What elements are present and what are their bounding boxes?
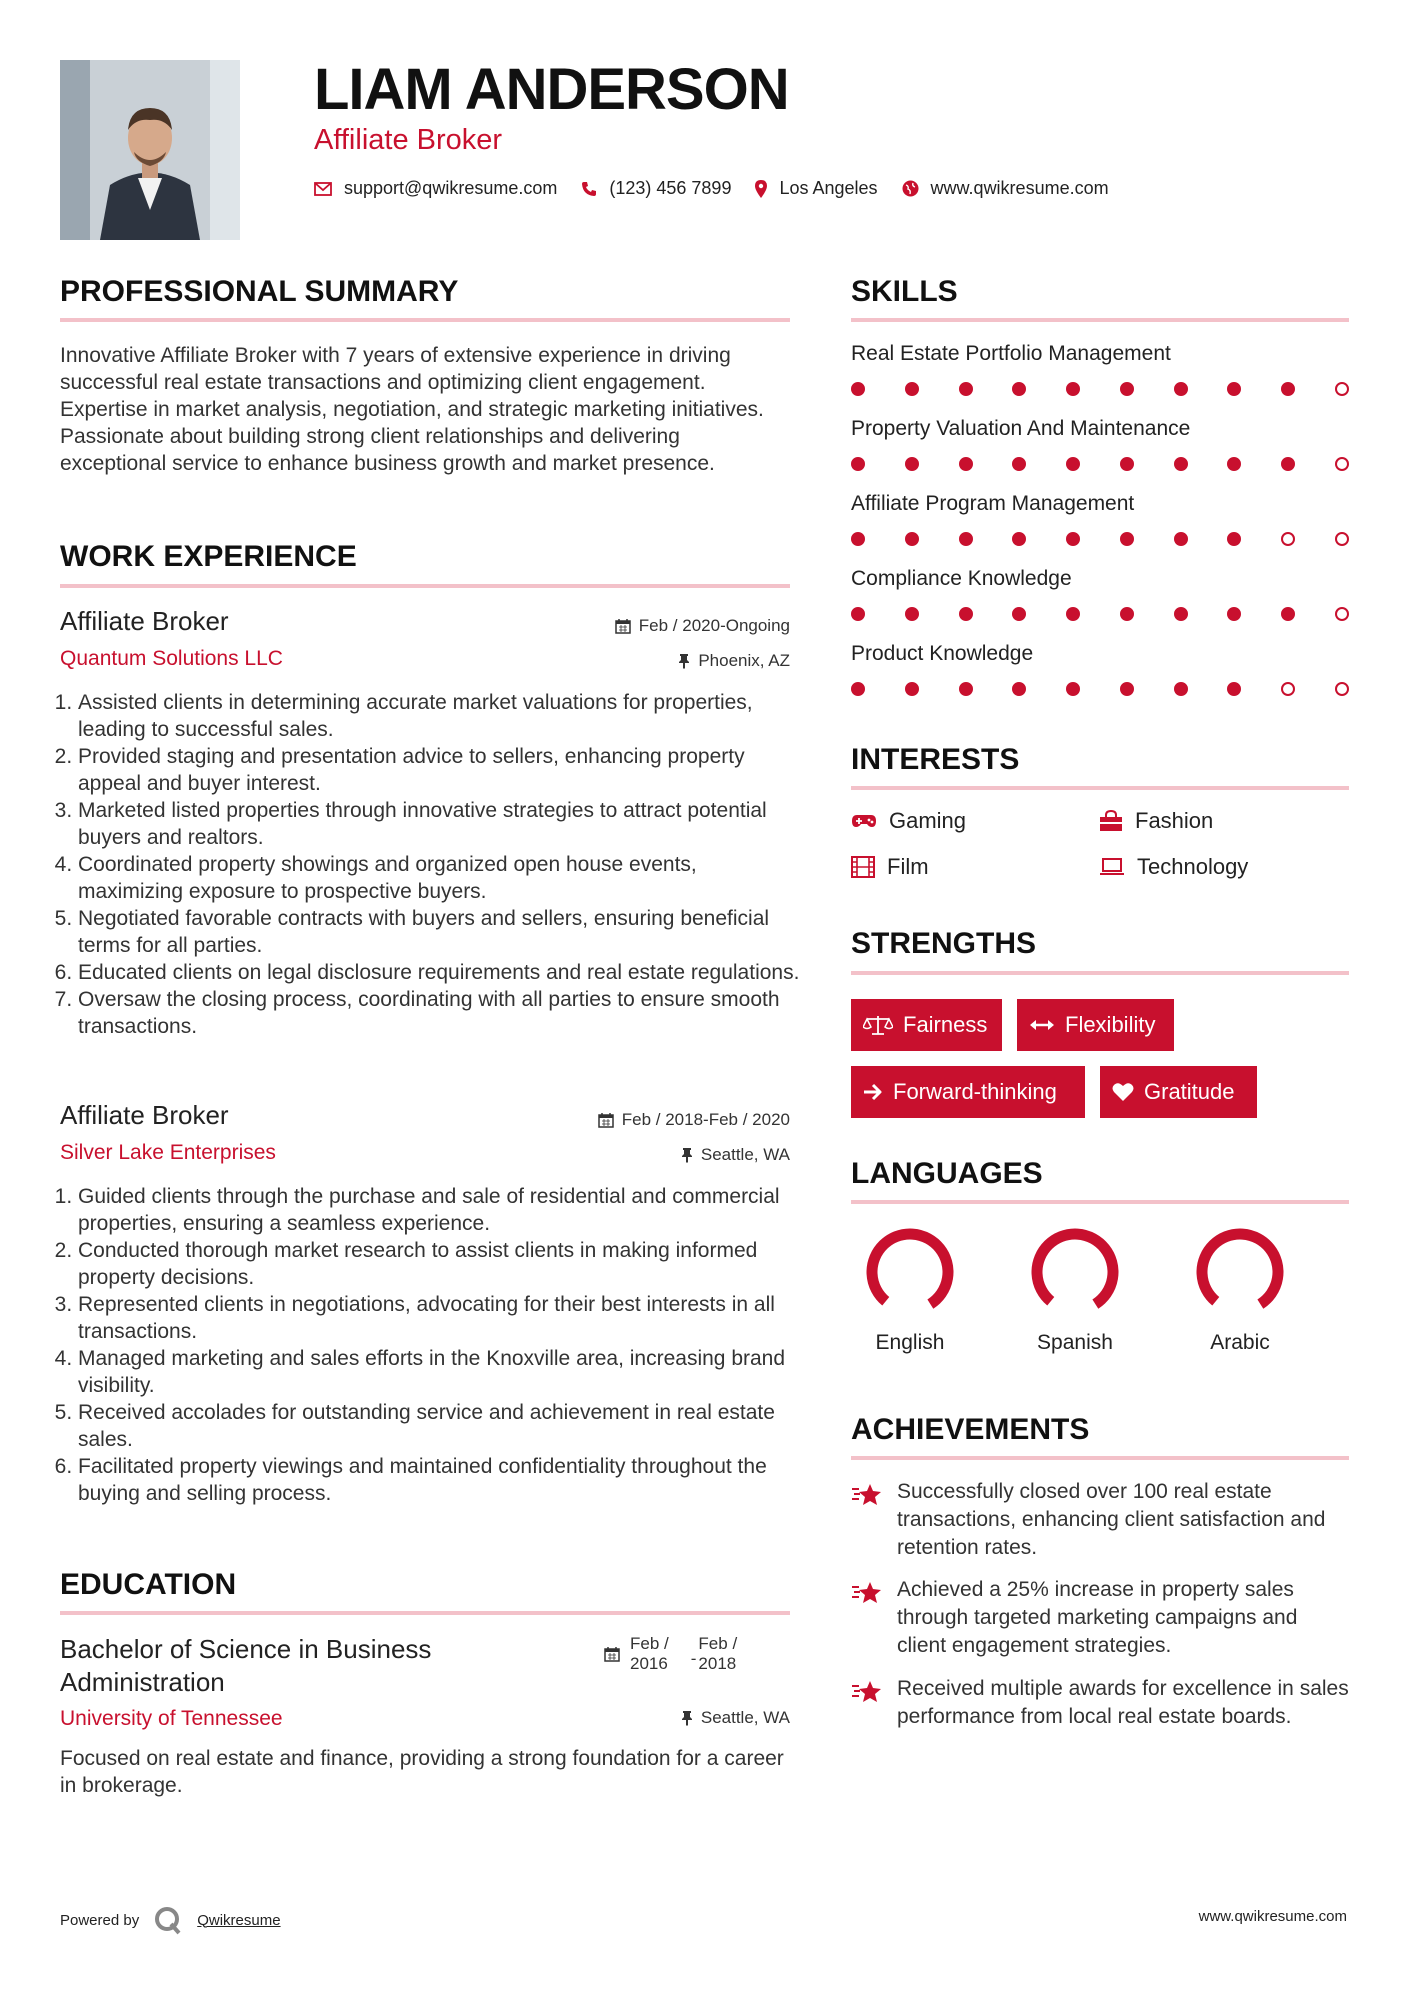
job-1-date-text: Feb / 2020-Ongoing — [638, 616, 790, 635]
pushpin-icon — [681, 1147, 693, 1163]
edu-start-month: Feb / — [630, 1634, 669, 1653]
rating-dot-empty — [1335, 457, 1349, 471]
list-item: 4. Coordinated property showings and organized open house events, maximizing exposure to prospective buyers. — [78, 851, 800, 905]
strengths-divider — [851, 971, 1349, 975]
skill-name: Affiliate Program Management — [851, 492, 1135, 515]
laptop-icon — [1099, 858, 1125, 876]
interest-label: Fashion — [1135, 808, 1214, 833]
list-item: 3. Marketed listed properties through innovative strategies to attract potential buyers and realtors. — [78, 797, 800, 851]
location-text: Los Angeles — [779, 178, 878, 198]
footer-website[interactable]: www.qwikresume.com — [1198, 1908, 1347, 1925]
pushpin-icon — [681, 1710, 693, 1726]
job-2-title: Affiliate Broker — [60, 1100, 229, 1130]
achievements-heading: ACHIEVEMENTS — [851, 1413, 1090, 1446]
skills-heading: SKILLS — [851, 275, 958, 308]
globe-icon — [902, 180, 919, 197]
skill-row — [851, 492, 1349, 567]
list-item: 1. Guided clients through the purchase and sale of residential and commercial properties, ensuring a seamless experience. — [78, 1183, 800, 1237]
list-item: 2. Provided staging and presentation advice to sellers, enhancing property appeal and buyer interest. — [78, 743, 800, 797]
calendar-icon — [598, 1112, 614, 1128]
job-2-location — [681, 1145, 790, 1165]
education-date — [604, 1634, 737, 1674]
rating-dot-filled — [959, 457, 973, 471]
degree-line-1: Bachelor of Science in Business — [60, 1634, 432, 1664]
job-2-company: Silver Lake Enterprises — [60, 1141, 276, 1164]
rating-dot-empty — [1335, 682, 1349, 696]
education-location — [681, 1708, 790, 1728]
languages-heading: LANGUAGES — [851, 1157, 1043, 1190]
rating-dot-filled — [1012, 532, 1026, 546]
rating-dot-filled — [1066, 457, 1080, 471]
rating-dot-filled — [1012, 682, 1026, 696]
rating-dot-filled — [851, 532, 865, 546]
job-2-date-text: Feb / 2018-Feb / 2020 — [621, 1110, 790, 1129]
strength-flexibility — [1017, 999, 1174, 1051]
rating-dot-filled — [851, 682, 865, 696]
rating-dot-filled — [1012, 457, 1026, 471]
rating-dot-filled — [851, 607, 865, 621]
skill-rating — [851, 532, 1349, 546]
job-2-date — [598, 1110, 790, 1130]
rating-dot-filled — [905, 607, 919, 621]
achievement-text: Achieved a 25% increase in property sales through targeted marketing campaigns and client engagement strategies. — [897, 1578, 1298, 1657]
rating-dot-filled — [1066, 607, 1080, 621]
language-proficiency-ring — [1175, 1222, 1305, 1322]
language-label: English — [875, 1331, 945, 1354]
school-name: University of Tennessee — [60, 1707, 283, 1730]
rating-dot-filled — [905, 682, 919, 696]
list-item: 1. Assisted clients in determining accurate market valuations for properties, leading to successful sales. — [78, 689, 800, 743]
job-2-location-text: Seattle, WA — [700, 1145, 790, 1164]
rating-dot-filled — [1174, 457, 1188, 471]
email-text: support@qwikresume.com — [344, 178, 558, 198]
rating-dot-filled — [1281, 457, 1295, 471]
language-label: Spanish — [1037, 1331, 1113, 1354]
candidate-role: Affiliate Broker — [314, 124, 503, 156]
summary-divider — [60, 318, 790, 322]
rating-dot-filled — [1066, 682, 1080, 696]
skill-name: Property Valuation And Maintenance — [851, 417, 1191, 440]
contact-location — [755, 178, 877, 199]
strength-forward-thinking — [851, 1066, 1085, 1118]
skill-row — [851, 642, 1349, 717]
heart-icon — [1112, 1082, 1134, 1102]
language-proficiency-arc — [1037, 1234, 1113, 1304]
calendar-icon — [615, 618, 631, 634]
skill-rating — [851, 382, 1349, 396]
edu-start-year: 2016 — [630, 1654, 668, 1673]
footer-powered-by — [60, 1905, 281, 1935]
interest-film — [851, 854, 929, 880]
film-icon — [851, 856, 875, 878]
list-item: 5. Negotiated favorable contracts with buyers and sellers, ensuring beneficial terms for all parties. — [78, 905, 800, 959]
website-text: www.qwikresume.com — [930, 178, 1109, 198]
rating-dot-filled — [1174, 532, 1188, 546]
strength-label: Gratitude — [1144, 1079, 1235, 1104]
languages-list — [845, 1222, 1355, 1372]
rating-dot-filled — [851, 457, 865, 471]
skills-list — [851, 342, 1349, 717]
rating-dot-empty — [1335, 532, 1349, 546]
shopping-bag-icon — [1099, 810, 1123, 832]
rating-dot-filled — [905, 532, 919, 546]
interests-divider — [851, 786, 1349, 790]
rating-dot-filled — [1174, 607, 1188, 621]
rating-dot-filled — [1120, 532, 1134, 546]
rating-dot-filled — [959, 532, 973, 546]
rating-dot-filled — [1227, 382, 1241, 396]
job-1-company: Quantum Solutions LLC — [60, 647, 283, 670]
skill-rating — [851, 682, 1349, 696]
map-marker-icon — [755, 180, 767, 198]
interest-gaming — [851, 808, 966, 834]
skill-row — [851, 567, 1349, 642]
job-1-title: Affiliate Broker — [60, 606, 229, 636]
education-heading: EDUCATION — [60, 1568, 237, 1601]
balance-scale-icon — [863, 1014, 893, 1036]
shooting-star-icon — [851, 1578, 883, 1606]
rating-dot-filled — [1174, 682, 1188, 696]
rating-dot-filled — [959, 382, 973, 396]
arrow-right-icon — [863, 1083, 883, 1101]
job-1-location-text: Phoenix, AZ — [698, 651, 790, 670]
education-divider — [60, 1611, 790, 1615]
achievement-2 — [851, 1576, 1351, 1660]
education-location-text: Seattle, WA — [700, 1708, 790, 1727]
rating-dot-filled — [1227, 682, 1241, 696]
summary-text: Innovative Affiliate Broker with 7 years of extensive experience in driving successful real estate transactions and optimizing client engagement. Expertise in market analysis, negotiation, and strategic marketing initiatives. Passionate about building strong client relationships and delivering exceptional service to enhance business growth and market presence. — [60, 344, 764, 475]
skill-row — [851, 342, 1349, 417]
strength-label: Fairness — [903, 1012, 988, 1037]
rating-dot-empty — [1281, 532, 1295, 546]
list-item: 3. Represented clients in negotiations, advocating for their best interests in all transactions. — [78, 1291, 800, 1345]
job-1-date — [615, 616, 790, 636]
phone-text: (123) 456 7899 — [609, 178, 732, 198]
calendar-icon — [604, 1646, 620, 1662]
language-proficiency-ring — [845, 1222, 975, 1322]
strengths-heading: STRENGTHS — [851, 927, 1037, 960]
envelope-icon — [314, 182, 332, 196]
language-item — [1010, 1222, 1140, 1355]
rating-dot-filled — [1281, 382, 1295, 396]
achievements-divider — [851, 1456, 1349, 1460]
rating-dot-filled — [851, 382, 865, 396]
experience-heading: WORK EXPERIENCE — [60, 540, 357, 573]
language-item — [845, 1222, 975, 1355]
shooting-star-icon — [851, 1480, 883, 1508]
pushpin-icon — [678, 653, 690, 669]
interest-label: Gaming — [889, 808, 967, 833]
qwikresume-logo-icon — [153, 1905, 183, 1935]
list-item: 5. Received accolades for outstanding service and achievement in real estate sales. — [78, 1399, 800, 1453]
skill-rating — [851, 457, 1349, 471]
skill-name: Real Estate Portfolio Management — [851, 342, 1171, 365]
powered-by-label: Powered by — [60, 1911, 140, 1929]
contact-phone[interactable] — [581, 178, 731, 199]
rating-dot-filled — [905, 457, 919, 471]
edu-date-separator: - — [690, 1649, 697, 1668]
skills-divider — [851, 318, 1349, 322]
rating-dot-filled — [1120, 457, 1134, 471]
strength-label: Flexibility — [1065, 1012, 1156, 1037]
achievement-3 — [851, 1675, 1351, 1731]
rating-dot-filled — [1066, 382, 1080, 396]
contact-email[interactable] — [314, 178, 557, 199]
profile-photo — [60, 60, 240, 240]
summary-heading: PROFESSIONAL SUMMARY — [60, 275, 459, 308]
skill-rating — [851, 607, 1349, 621]
contact-website[interactable] — [902, 178, 1109, 199]
strength-label: Forward-thinking — [893, 1079, 1057, 1104]
rating-dot-filled — [1227, 532, 1241, 546]
degree-title — [60, 1633, 431, 1699]
rating-dot-filled — [1120, 607, 1134, 621]
experience-divider — [60, 584, 790, 588]
achievement-text: Received multiple awards for excellence in sales performance from local real estate boards. — [897, 1677, 1349, 1728]
edu-end-month: Feb / — [698, 1634, 738, 1653]
skill-row — [851, 417, 1349, 492]
phone-icon — [581, 181, 597, 197]
edu-end-year: 2018 — [698, 1654, 737, 1673]
rating-dot-filled — [1281, 607, 1295, 621]
rating-dot-empty — [1281, 682, 1295, 696]
gamepad-icon — [851, 813, 877, 829]
rating-dot-empty — [1335, 607, 1349, 621]
language-label: Arabic — [1210, 1331, 1270, 1354]
rating-dot-filled — [959, 682, 973, 696]
list-item: 2. Conducted thorough market research to assist clients in making informed property decisions. — [78, 1237, 800, 1291]
interests-heading: INTERESTS — [851, 743, 1020, 776]
list-item: 7. Oversaw the closing process, coordinating with all parties to ensure smooth transactions. — [78, 986, 800, 1040]
interest-fashion — [1099, 808, 1213, 834]
language-item — [1175, 1222, 1305, 1355]
shooting-star-icon — [851, 1677, 883, 1705]
rating-dot-filled — [959, 607, 973, 621]
rating-dot-filled — [1174, 382, 1188, 396]
strength-fairness — [851, 999, 1002, 1051]
job-2-duties — [60, 1183, 800, 1507]
rating-dot-filled — [1012, 607, 1026, 621]
language-proficiency-arc — [1202, 1234, 1278, 1304]
interest-label: Film — [887, 854, 929, 879]
rating-dot-filled — [905, 382, 919, 396]
brand-link[interactable]: Qwikresume — [197, 1911, 281, 1929]
language-proficiency-ring — [1010, 1222, 1140, 1322]
rating-dot-empty — [1335, 382, 1349, 396]
skill-name: Compliance Knowledge — [851, 567, 1072, 590]
job-1-location — [678, 651, 790, 671]
contact-bar — [314, 178, 1133, 199]
languages-divider — [851, 1200, 1349, 1204]
achievement-1 — [851, 1478, 1351, 1562]
achievement-text: Successfully closed over 100 real estate transactions, enhancing client satisfaction and retention rates. — [897, 1480, 1326, 1559]
degree-line-2: Administration — [60, 1667, 225, 1697]
rating-dot-filled — [1120, 682, 1134, 696]
education-description: Focused on real estate and finance, providing a strong foundation for a career in brokerage. — [60, 1747, 784, 1797]
interest-technology — [1099, 854, 1248, 880]
skill-name: Product Knowledge — [851, 642, 1034, 665]
list-item: 4. Managed marketing and sales efforts in the Knoxville area, increasing brand visibility. — [78, 1345, 800, 1399]
strength-gratitude — [1100, 1066, 1257, 1118]
arrows-horizontal-icon — [1029, 1018, 1055, 1032]
rating-dot-filled — [1120, 382, 1134, 396]
rating-dot-filled — [1066, 532, 1080, 546]
list-item: 6. Facilitated property viewings and maintained confidentiality throughout the buying and selling process. — [78, 1453, 800, 1507]
language-proficiency-arc — [872, 1234, 948, 1304]
list-item: 6. Educated clients on legal disclosure requirements and real estate regulations. — [78, 959, 800, 986]
rating-dot-filled — [1227, 607, 1241, 621]
interest-label: Technology — [1137, 854, 1249, 879]
candidate-name: LIAM ANDERSON — [314, 57, 789, 122]
rating-dot-filled — [1012, 382, 1026, 396]
rating-dot-filled — [1227, 457, 1241, 471]
job-1-duties — [60, 689, 800, 1040]
